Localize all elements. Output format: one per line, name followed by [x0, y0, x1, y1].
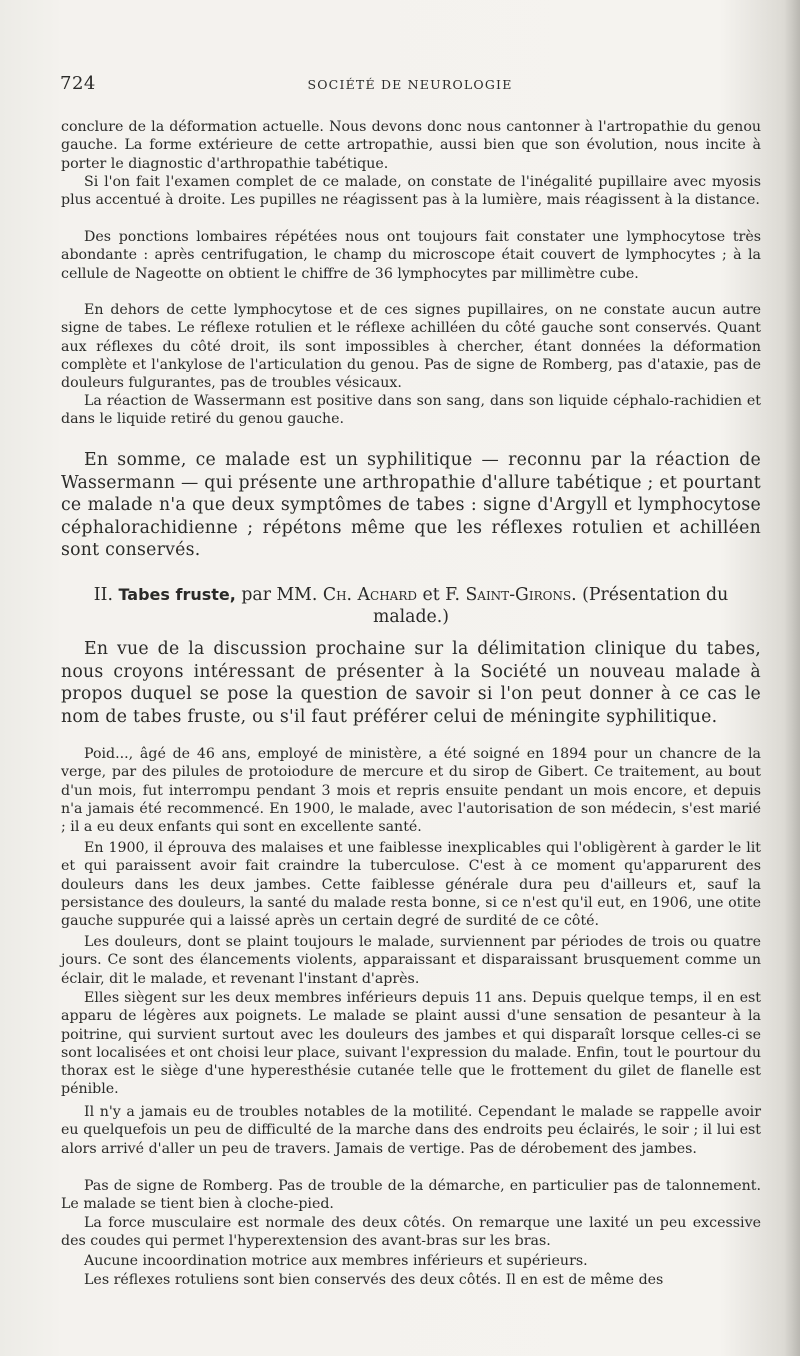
author-achard: Ch. Achard — [322, 585, 417, 605]
page-number: 724 — [60, 73, 96, 94]
section-number: II. — [93, 585, 113, 605]
section-title: Tabes fruste, — [118, 585, 236, 604]
paragraph-motility: Il n'y a jamais eu de troubles notables de la motilité. Cependant le malade se rappelle avoir eu quelquefois un peu de difficulté de la marche dans des endroits peu éclairés, le soir ; il lui est alors arrivé d'aller un peu de travers. Jamais de vertige. Pas de dérobement des jambes. — [61, 1104, 761, 1157]
author-conjunction: et — [422, 585, 440, 605]
section-heading — [61, 584, 761, 628]
section-note: (Présentation du malade.) — [372, 585, 729, 627]
running-title: SOCIÉTÉ DE NEUROLOGIE — [307, 77, 513, 92]
paragraph-reflexes: Les réflexes rotuliens sont bien conservés des deux côtés. Il en est de même des — [84, 1272, 664, 1288]
paragraph-conclusion: conclure de la déformation actuelle. Nous devons donc nous cantonner à l'artropathie du genou gauche. La forme extérieure de cette artropathie, aussi bien que son évolution, nous incite à porter le diagnostic d'arthropathie tabétique. — [61, 119, 761, 172]
paragraph-summary: En somme, ce malade est un syphilitique — reconnu par la réaction de Wassermann — qui présente une arthropathie d'allure tabétique ; et pourtant ce malade n'a que deux symptômes de tabes : signe d'Argyll et lymphocytose céphalorachidienne ; répétons même que les réflexes rotulien et achilléen sont conservés. — [61, 450, 761, 561]
paragraph-pupils: Si l'on fait l'examen complet de ce malade, on constate de l'inégalité pupillaire avec myosis plus accentué à droite. Les pupilles ne réagissent pas à la lumière, mais réagissent à la distance. — [61, 174, 761, 209]
paragraph-history: Poid..., âgé de 46 ans, employé de ministère, a été soigné en 1894 pour un chancre de la verge, par des pilules de protoiodure de mercure et du sirop de Gibert. Ce traitement, au bout d'un mois, fut interrompu pendant 3 mois et repris ensuite pendant un mois encore, et depuis n'a jamais été recommencé. En 1900, le malade, avec l'autorisation de son médecin, s'est marié ; il a eu deux enfants qui sont en excellente santé. — [61, 746, 761, 835]
authors-prefix: par MM. — [241, 585, 318, 605]
paragraph-coordination: Aucune incoordination motrice aux membres inférieurs et supérieurs. — [84, 1253, 588, 1269]
paragraph-strength: La force musculaire est normale des deux côtés. On remarque une laxité un peu excessive des coudes qui permet l'hyperextension des avant-bras sur les bras. — [61, 1215, 761, 1250]
paragraph-pain-location: Elles siègent sur les deux membres inférieurs depuis 11 ans. Depuis quelque temps, il en est apparu de légères aux poignets. Le malade se plaint aussi d'une sensation de pesanteur à la poitrine, qui survient surtout avec les douleurs des jambes et qui disparaît lorsque celles-ci se sont localisées et ont choisi leur place, suivant l'expression du malade. Enfin, tout le pourtour du thorax est le siège d'une hyperesthésie cutanée telle que le frottement du gilet de flanelle est pénible. — [61, 990, 761, 1098]
paragraph-introduction: En vue de la discussion prochaine sur la délimitation clinique du tabes, nous croyons intéressant de présenter à la Société un nouveau malade à propos duquel se pose la question de savoir si l'on peut donner à ce cas le nom de tabes fruste, ou s'il faut préférer celui de méningite syphilitique. — [61, 639, 761, 727]
paragraph-pains: Les douleurs, dont se plaint toujours le malade, surviennent par périodes de trois ou quatre jours. Ce sont des élancements violents, apparaissant et disparaissant brusquement comme un éclair, dit le malade, et revenant l'instant d'après. — [61, 934, 761, 987]
paragraph-wassermann: La réaction de Wassermann est positive dans son sang, dans son liquide céphalo-rachidien et dans le liquide retiré du genou gauche. — [61, 393, 761, 428]
author-saint-girons: F. Saint-Girons. — [445, 585, 577, 605]
paragraph-other-signs: En dehors de cette lymphocytose et de ces signes pupillaires, on ne constate aucun autre signe de tabes. Le réflexe rotulien et le réflexe achilléen du côté gauche sont conservés. Quant aux réflexes du côté droit, ils sont impossibles à chercher, étant données la déformation complète et l'ankylose de l'articulation du genou. Pas de signe de Romberg, pas d'ataxie, pas de douleurs fulgurantes, pas de troubles vésicaux. — [61, 302, 761, 391]
paragraph-lymphocytosis: Des ponctions lombaires répétées nous ont toujours fait constater une lymphocytose très abondante : après centrifugation, le champ du microscope était couvert de lymphocytes ; à la cellule de Nageotte on obtient le chiffre de 36 lymphocytes par millimètre cube. — [61, 229, 761, 282]
paragraph-romberg: Pas de signe de Romberg. Pas de trouble de la démarche, en particulier pas de talonnement. Le malade se tient bien à cloche-pied. — [61, 1178, 761, 1213]
paragraph-onset: En 1900, il éprouva des malaises et une faiblesse inexplicables qui l'obligèrent à garder le lit et qui paraissent avoir fait craindre la tuberculose. C'est à ce moment qu'apparurent des douleurs dans les deux jambes. Cette faiblesse générale dura peu d'ailleurs et, sauf la persistance des douleurs, la santé du malade resta bonne, si ce n'est qu'il eut, en 1906, une otite gauche suppurée qui a laissé après un certain degré de surdité de ce côté. — [61, 840, 761, 929]
page-header — [60, 73, 760, 95]
